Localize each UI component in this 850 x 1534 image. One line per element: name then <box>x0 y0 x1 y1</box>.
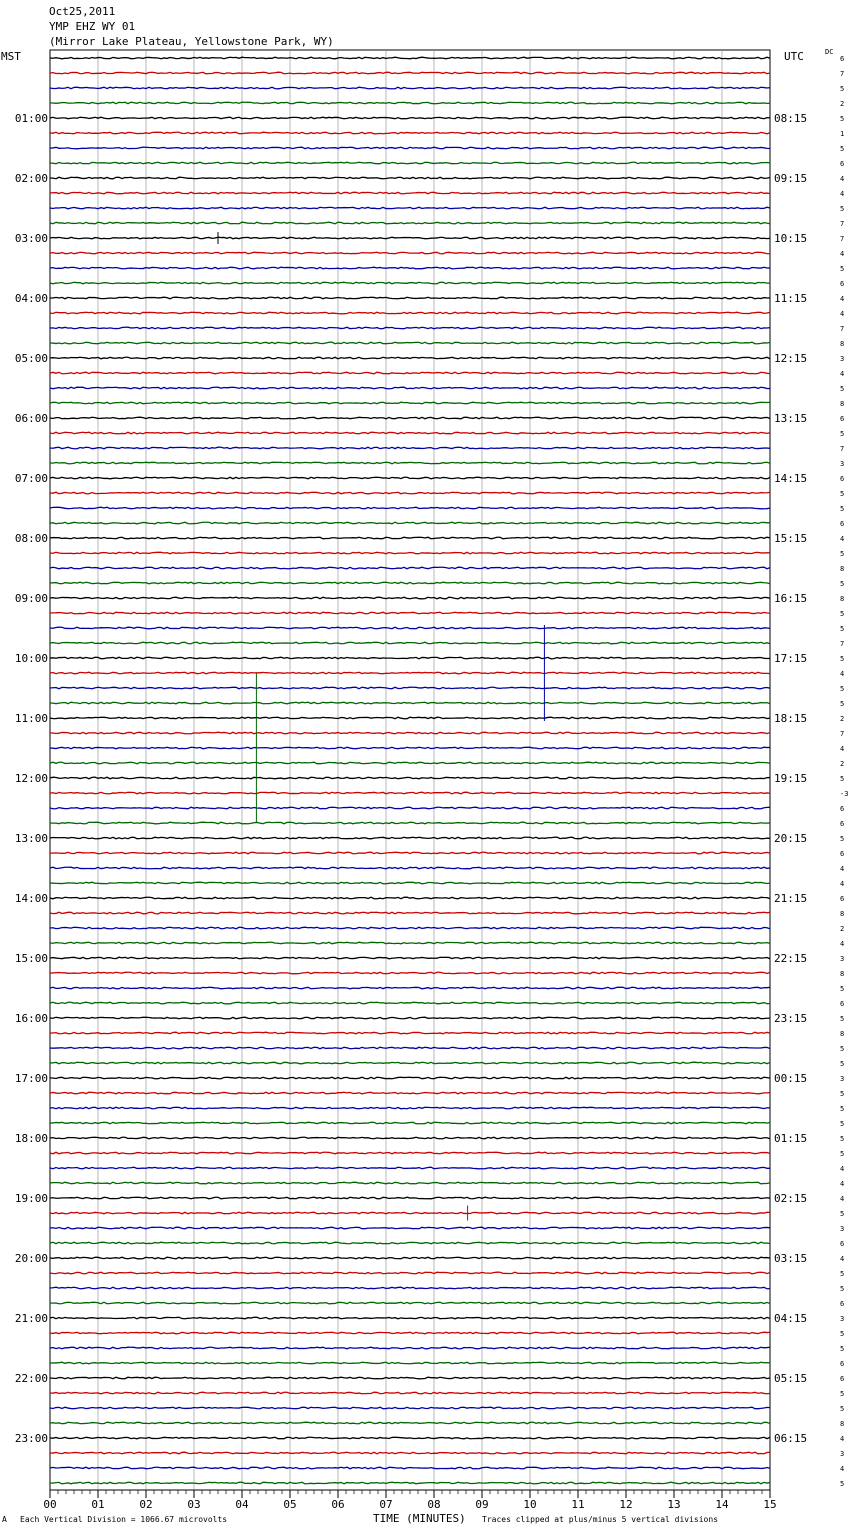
dc-offset-label: 5 <box>840 115 845 123</box>
dc-offset-label: 4 <box>840 865 845 873</box>
utc-hour-label: 16:15 <box>774 592 808 605</box>
dc-offset-label: 6 <box>840 280 845 288</box>
trace-line <box>50 207 770 209</box>
dc-offset-label: 5 <box>840 1210 845 1218</box>
dc-offset-label: 6 <box>840 415 845 423</box>
dc-offset-label: 3 <box>840 1450 845 1458</box>
utc-hour-label: 03:15 <box>774 1252 808 1265</box>
trace-line <box>50 612 770 614</box>
trace-line <box>50 837 770 839</box>
trace-line <box>50 777 770 779</box>
dc-offset-label: 5 <box>840 1480 845 1488</box>
trace-line <box>50 1017 770 1019</box>
trace-line <box>50 897 770 899</box>
trace-line <box>50 387 770 389</box>
station-code: YMP EHZ WY 01 <box>49 20 136 33</box>
trace-line <box>50 867 770 869</box>
x-tick-label: 02 <box>139 1498 153 1511</box>
trace-line <box>50 1107 770 1109</box>
dc-offset-label: 3 <box>840 355 845 363</box>
trace-line <box>50 192 770 194</box>
trace-line <box>50 627 770 629</box>
dc-offset-label: 5 <box>840 385 845 393</box>
dc-offset-label: 6 <box>840 1375 845 1383</box>
trace-line <box>50 747 770 749</box>
x-tick-label: 05 <box>283 1498 297 1511</box>
dc-offset-label: 7 <box>840 640 845 648</box>
x-tick-label: 03 <box>187 1498 201 1511</box>
trace-line <box>50 1137 770 1139</box>
mst-hour-label: 16:00 <box>14 1012 48 1025</box>
dc-offset-label: 5 <box>840 505 845 513</box>
trace-line <box>50 1482 770 1484</box>
dc-offset-label: 4 <box>840 175 845 183</box>
dc-offset-label: 5 <box>840 85 845 93</box>
mst-hour-label: 03:00 <box>14 232 48 245</box>
trace-line <box>50 1407 770 1409</box>
trace-line <box>50 882 770 884</box>
x-tick-label: 01 <box>91 1498 105 1511</box>
dc-offset-label: 4 <box>840 670 845 678</box>
dc-offset-label: 5 <box>840 1330 845 1338</box>
trace-line <box>50 417 770 419</box>
mst-hour-label: 15:00 <box>14 952 48 965</box>
trace-line <box>50 1422 770 1424</box>
trace-line <box>50 1062 770 1064</box>
dc-offset-label: 2 <box>840 925 845 933</box>
x-axis-title: TIME (MINUTES) <box>373 1512 466 1525</box>
utc-hour-label: 09:15 <box>774 172 808 185</box>
dc-offset-label: -3 <box>840 790 849 798</box>
dc-offset-label: 5 <box>840 1060 845 1068</box>
dc-offset-label: 7 <box>840 235 845 243</box>
utc-hour-label: 23:15 <box>774 1012 808 1025</box>
x-tick-label: 12 <box>619 1498 633 1511</box>
mst-hour-label: 23:00 <box>14 1432 48 1445</box>
scale-note: Each Vertical Division = 1066.67 microvolts <box>20 1515 228 1524</box>
trace-line <box>50 1362 770 1364</box>
dc-offset-label: 4 <box>840 1435 845 1443</box>
utc-hour-label: 04:15 <box>774 1312 808 1325</box>
utc-hour-label: 13:15 <box>774 412 808 425</box>
dc-offset-label: 6 <box>840 475 845 483</box>
trace-line <box>50 672 770 674</box>
trace-line <box>50 1452 770 1454</box>
mst-hour-label: 17:00 <box>14 1072 48 1085</box>
mst-hour-label: 20:00 <box>14 1252 48 1265</box>
trace-line <box>50 57 770 59</box>
trace-line <box>50 1272 770 1274</box>
dc-offset-label: 4 <box>840 745 845 753</box>
trace-line <box>50 852 770 854</box>
trace-line <box>50 282 770 284</box>
trace-line <box>50 327 770 329</box>
dc-offset-label: 5 <box>840 1150 845 1158</box>
mst-hour-label: 21:00 <box>14 1312 48 1325</box>
utc-hour-label: 20:15 <box>774 832 808 845</box>
dc-offset-label: 5 <box>840 145 845 153</box>
dc-offset-label: 5 <box>840 1105 845 1113</box>
dc-offset-label: 7 <box>840 445 845 453</box>
mst-hour-label: 10:00 <box>14 652 48 665</box>
station-location: (Mirror Lake Plateau, Yellowstone Park, WY) <box>49 35 334 48</box>
dc-offset-label: 5 <box>840 610 845 618</box>
dc-offset-label: 6 <box>840 1360 845 1368</box>
trace-line <box>50 1332 770 1334</box>
dc-offset-label: 5 <box>840 205 845 213</box>
trace-line <box>50 312 770 314</box>
trace-line <box>50 87 770 89</box>
dc-offset-label: 5 <box>840 625 845 633</box>
utc-hour-label: 14:15 <box>774 472 808 485</box>
dc-offset-label: 4 <box>840 1465 845 1473</box>
trace-line <box>50 702 770 704</box>
trace-line <box>50 822 770 824</box>
trace-line <box>50 177 770 179</box>
trace-line <box>50 507 770 509</box>
trace-line <box>50 1167 770 1169</box>
trace-line <box>50 1257 770 1259</box>
trace-line <box>50 567 770 569</box>
mst-hour-label: 08:00 <box>14 532 48 545</box>
dc-offset-label: 5 <box>840 1135 845 1143</box>
trace-line <box>50 1182 770 1184</box>
dc-offset-label: 4 <box>840 250 845 258</box>
dc-offset-label: 5 <box>840 265 845 273</box>
trace-line <box>50 1197 770 1199</box>
dc-offset-label: 4 <box>840 1180 845 1188</box>
trace-line <box>50 342 770 344</box>
dc-offset-label: 6 <box>840 520 845 528</box>
dc-offset-label: 4 <box>840 295 845 303</box>
utc-hour-label: 11:15 <box>774 292 808 305</box>
dc-offset-label: 4 <box>840 1195 845 1203</box>
trace-line <box>50 807 770 809</box>
x-tick-label: 00 <box>43 1498 57 1511</box>
mst-hour-label: 02:00 <box>14 172 48 185</box>
trace-line <box>50 582 770 584</box>
x-tick-label: 04 <box>235 1498 249 1511</box>
trace-line <box>50 1347 770 1349</box>
dc-offset-label: 7 <box>840 220 845 228</box>
x-tick-label: 11 <box>571 1498 585 1511</box>
dc-offset-label: 8 <box>840 1030 845 1038</box>
dc-offset-label: 5 <box>840 1015 845 1023</box>
dc-offset-label: 4 <box>840 940 845 948</box>
mst-hour-label: 13:00 <box>14 832 48 845</box>
dc-offset-label: 6 <box>840 1240 845 1248</box>
trace-line <box>50 1092 770 1094</box>
utc-hour-label: 10:15 <box>774 232 808 245</box>
dc-offset-label: 3 <box>840 1225 845 1233</box>
dc-offset-label: 5 <box>840 1405 845 1413</box>
dc-offset-label: 4 <box>840 370 845 378</box>
dc-offset-label: 5 <box>840 490 845 498</box>
x-tick-label: 06 <box>331 1498 345 1511</box>
dc-offset-label: 2 <box>840 100 845 108</box>
trace-line <box>50 987 770 989</box>
trace-line <box>50 1317 770 1319</box>
dc-offset-label: 4 <box>840 190 845 198</box>
trace-line <box>50 1377 770 1379</box>
trace-line <box>50 357 770 359</box>
dc-offset-label: 4 <box>840 310 845 318</box>
trace-line <box>50 1152 770 1154</box>
trace-line <box>50 972 770 974</box>
dc-offset-label: 7 <box>840 730 845 738</box>
trace-line <box>50 927 770 929</box>
dc-offset-label: 4 <box>840 1255 845 1263</box>
dc-offset-label: 5 <box>840 655 845 663</box>
dc-offset-label: 6 <box>840 850 845 858</box>
dc-offset-label: 3 <box>840 955 845 963</box>
dc-offset-label: 5 <box>840 1345 845 1353</box>
trace-line <box>50 1242 770 1244</box>
trace-line <box>50 297 770 299</box>
mst-hour-label: 14:00 <box>14 892 48 905</box>
trace-line <box>50 912 770 914</box>
trace-line <box>50 462 770 464</box>
dc-offset-label: 4 <box>840 535 845 543</box>
utc-hour-label: 12:15 <box>774 352 808 365</box>
dc-offset-label: 3 <box>840 460 845 468</box>
dc-offset-label: 4 <box>840 1165 845 1173</box>
dc-offset-label: 6 <box>840 820 845 828</box>
plot-frame <box>50 50 770 1490</box>
trace-line <box>50 1437 770 1439</box>
trace-line <box>50 162 770 164</box>
trace-line <box>50 687 770 689</box>
clip-note: Traces clipped at plus/minus 5 vertical divisions <box>482 1515 719 1524</box>
trace-line <box>50 792 770 794</box>
dc-offset-label: 8 <box>840 1420 845 1428</box>
mst-hour-label: 06:00 <box>14 412 48 425</box>
trace-line <box>50 1302 770 1304</box>
dc-offset-label: 8 <box>840 565 845 573</box>
x-tick-label: 13 <box>667 1498 681 1511</box>
dc-offset-label: 8 <box>840 340 845 348</box>
dc-offset-label: 5 <box>840 685 845 693</box>
dc-offset-label: 6 <box>840 55 845 63</box>
utc-hour-label: 02:15 <box>774 1192 808 1205</box>
trace-line <box>50 147 770 149</box>
mst-hour-label: 07:00 <box>14 472 48 485</box>
dc-offset-label: 5 <box>840 1120 845 1128</box>
dc-offset-label: 2 <box>840 760 845 768</box>
right-timezone-label: UTC <box>784 50 804 63</box>
trace-line <box>50 537 770 539</box>
trace-line <box>50 492 770 494</box>
dc-offset-label: 8 <box>840 910 845 918</box>
utc-hour-label: 01:15 <box>774 1132 808 1145</box>
trace-line <box>50 522 770 524</box>
dc-offset-label: 4 <box>840 880 845 888</box>
trace-line <box>50 942 770 944</box>
dc-offset-label: 8 <box>840 400 845 408</box>
trace-line <box>50 117 770 119</box>
trace-line <box>50 102 770 104</box>
trace-line <box>50 1032 770 1034</box>
utc-hour-label: 21:15 <box>774 892 808 905</box>
trace-line <box>50 957 770 959</box>
mst-hour-label: 04:00 <box>14 292 48 305</box>
trace-line <box>50 1467 770 1469</box>
trace-line <box>50 372 770 374</box>
dc-offset-label: 8 <box>840 970 845 978</box>
trace-line <box>50 597 770 599</box>
x-tick-label: 14 <box>715 1498 729 1511</box>
trace-line <box>50 447 770 449</box>
dc-offset-label: 5 <box>840 1285 845 1293</box>
x-tick-label: 10 <box>523 1498 537 1511</box>
trace-line <box>50 642 770 644</box>
mst-hour-label: 11:00 <box>14 712 48 725</box>
trace-line <box>50 237 770 239</box>
trace-line <box>50 222 770 224</box>
dc-offset-label: 5 <box>840 580 845 588</box>
dc-offset-label: 5 <box>840 700 845 708</box>
utc-hour-label: 22:15 <box>774 952 808 965</box>
trace-line <box>50 1002 770 1004</box>
utc-hour-label: 05:15 <box>774 1372 808 1385</box>
dc-offset-label: 2 <box>840 715 845 723</box>
trace-line <box>50 717 770 719</box>
x-tick-label: 07 <box>379 1498 393 1511</box>
trace-line <box>50 1047 770 1049</box>
trace-line <box>50 402 770 404</box>
trace-line <box>50 552 770 554</box>
dc-offset-label: 6 <box>840 160 845 168</box>
dc-offset-label: 6 <box>840 1000 845 1008</box>
mst-hour-label: 12:00 <box>14 772 48 785</box>
dc-offset-label: 5 <box>840 1090 845 1098</box>
trace-line <box>50 432 770 434</box>
dc-offset-label: 8 <box>840 595 845 603</box>
mst-hour-label: 05:00 <box>14 352 48 365</box>
dc-offset-label: 5 <box>840 1045 845 1053</box>
dc-offset-label: 7 <box>840 70 845 78</box>
trace-line <box>50 477 770 479</box>
dc-offset-label: 5 <box>840 550 845 558</box>
utc-hour-label: 06:15 <box>774 1432 808 1445</box>
trace-line <box>50 732 770 734</box>
mst-hour-label: 09:00 <box>14 592 48 605</box>
x-tick-label: 09 <box>475 1498 489 1511</box>
dc-offset-label: 3 <box>840 1075 845 1083</box>
trace-line <box>50 132 770 134</box>
x-tick-label: 15 <box>763 1498 777 1511</box>
dc-offset-label: 7 <box>840 325 845 333</box>
corner-mark: A <box>2 1515 7 1524</box>
plot-date: Oct25,2011 <box>49 5 116 18</box>
dc-offset-label: 6 <box>840 805 845 813</box>
trace-line <box>50 72 770 74</box>
trace-line <box>50 657 770 659</box>
dc-offset-label: 6 <box>840 895 845 903</box>
dc-label: DC <box>825 48 834 56</box>
x-tick-label: 08 <box>427 1498 441 1511</box>
trace-line <box>50 1227 770 1229</box>
trace-line <box>50 1392 770 1394</box>
dc-offset-label: 1 <box>840 130 845 138</box>
dc-offset-label: 5 <box>840 985 845 993</box>
trace-line <box>50 1122 770 1124</box>
dc-offset-label: 3 <box>840 1315 845 1323</box>
utc-hour-label: 19:15 <box>774 772 808 785</box>
trace-line <box>50 1212 770 1214</box>
utc-hour-label: 17:15 <box>774 652 808 665</box>
utc-hour-label: 00:15 <box>774 1072 808 1085</box>
trace-line <box>50 1287 770 1289</box>
dc-offset-label: 5 <box>840 1270 845 1278</box>
dc-offset-label: 6 <box>840 1300 845 1308</box>
dc-offset-label: 5 <box>840 835 845 843</box>
utc-hour-label: 08:15 <box>774 112 808 125</box>
mst-hour-label: 19:00 <box>14 1192 48 1205</box>
utc-hour-label: 18:15 <box>774 712 808 725</box>
trace-line <box>50 267 770 269</box>
dc-offset-label: 5 <box>840 775 845 783</box>
trace-line <box>50 252 770 254</box>
mst-hour-label: 18:00 <box>14 1132 48 1145</box>
left-timezone-label: MST <box>1 50 21 63</box>
dc-offset-label: 5 <box>840 430 845 438</box>
trace-line <box>50 762 770 764</box>
trace-line <box>50 1077 770 1079</box>
dc-offset-label: 5 <box>840 1390 845 1398</box>
utc-hour-label: 15:15 <box>774 532 808 545</box>
mst-hour-label: 01:00 <box>14 112 48 125</box>
mst-hour-label: 22:00 <box>14 1372 48 1385</box>
